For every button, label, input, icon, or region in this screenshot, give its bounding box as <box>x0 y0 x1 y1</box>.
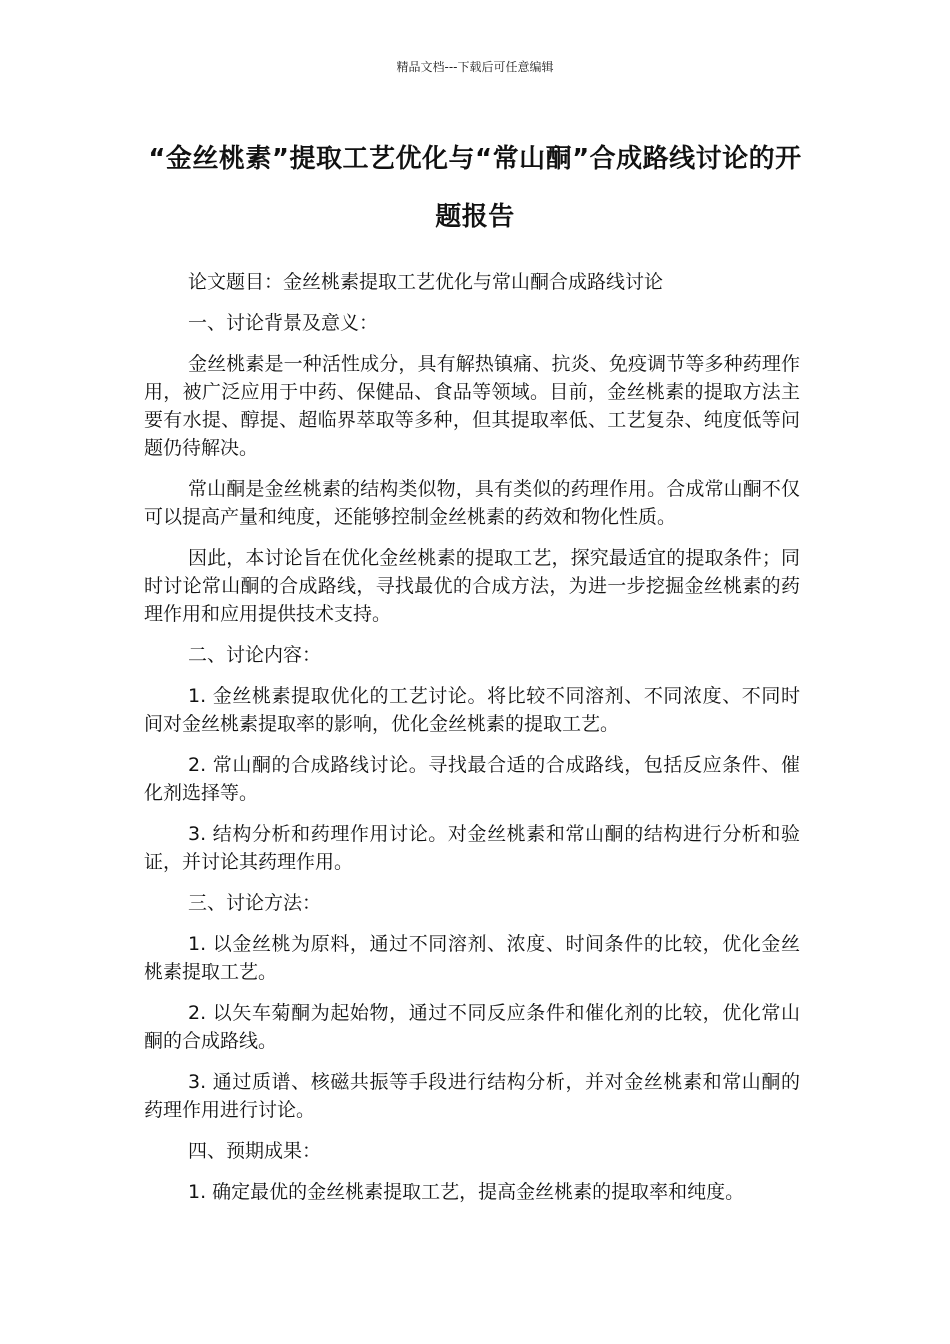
section-heading-background: 一、讨论背景及意义： <box>188 312 379 334</box>
paragraph-content-3: 3. 结构分析和药理作用讨论。对金丝桃素和常山酮的结构进行分析和验证，并讨论其药理作用。 <box>144 823 800 873</box>
section-heading-outcomes: 四、预期成果： <box>188 1140 322 1162</box>
paragraph-thesis-title: 论文题目：金丝桃素提取工艺优化与常山酮合成路线讨论 <box>188 271 664 293</box>
paragraph-content-1: 1. 金丝桃素提取优化的工艺讨论。将比较不同溶剂、不同浓度、不同时间对金丝桃素提取率的影响，优化金丝桃素的提取工艺。 <box>144 685 800 735</box>
paragraph-background-2: 常山酮是金丝桃素的结构类似物，具有类似的药理作用。合成常山酮不仅可以提高产量和纯度，还能够控制金丝桃素的药效和物化性质。 <box>144 478 800 528</box>
paragraph-methods-1: 1. 以金丝桃为原料，通过不同溶剂、浓度、时间条件的比较，优化金丝桃素提取工艺。 <box>144 933 800 983</box>
paragraph-background-3: 因此，本讨论旨在优化金丝桃素的提取工艺，探究最适宜的提取条件；同时讨论常山酮的合成路线，寻找最优的合成方法，为进一步挖掘金丝桃素的药理作用和应用提供技术支持。 <box>144 547 800 625</box>
paragraph-methods-3: 3. 通过质谱、核磁共振等手段进行结构分析，并对金丝桃素和常山酮的药理作用进行讨论。 <box>144 1071 800 1121</box>
paragraph-background-1: 金丝桃素是一种活性成分，具有解热镇痛、抗炎、免疫调节等多种药理作用，被广泛应用于中药、保健品、食品等领域。目前，金丝桃素的提取方法主要有水提、醇提、超临界萃取等多种，但其提取率低、工艺复杂、纯度低等问题仍待解决。 <box>144 353 800 459</box>
paragraph-outcomes-1: 1. 确定最优的金丝桃素提取工艺，提高金丝桃素的提取率和纯度。 <box>188 1181 745 1203</box>
document-title: “金丝桃素”提取工艺优化与“常山酮”合成路线讨论的开题报告 <box>148 144 802 232</box>
header-note: 精品文档---下载后可任意编辑 <box>396 60 554 74</box>
paragraph-content-2: 2. 常山酮的合成路线讨论。寻找最合适的合成路线，包括反应条件、催化剂选择等。 <box>144 754 800 804</box>
section-heading-methods: 三、讨论方法： <box>188 892 322 914</box>
document-body <box>144 268 800 1219</box>
section-heading-content: 二、讨论内容： <box>188 644 322 666</box>
paragraph-methods-2: 2. 以矢车菊酮为起始物，通过不同反应条件和催化剂的比较，优化常山酮的合成路线。 <box>144 1002 800 1052</box>
